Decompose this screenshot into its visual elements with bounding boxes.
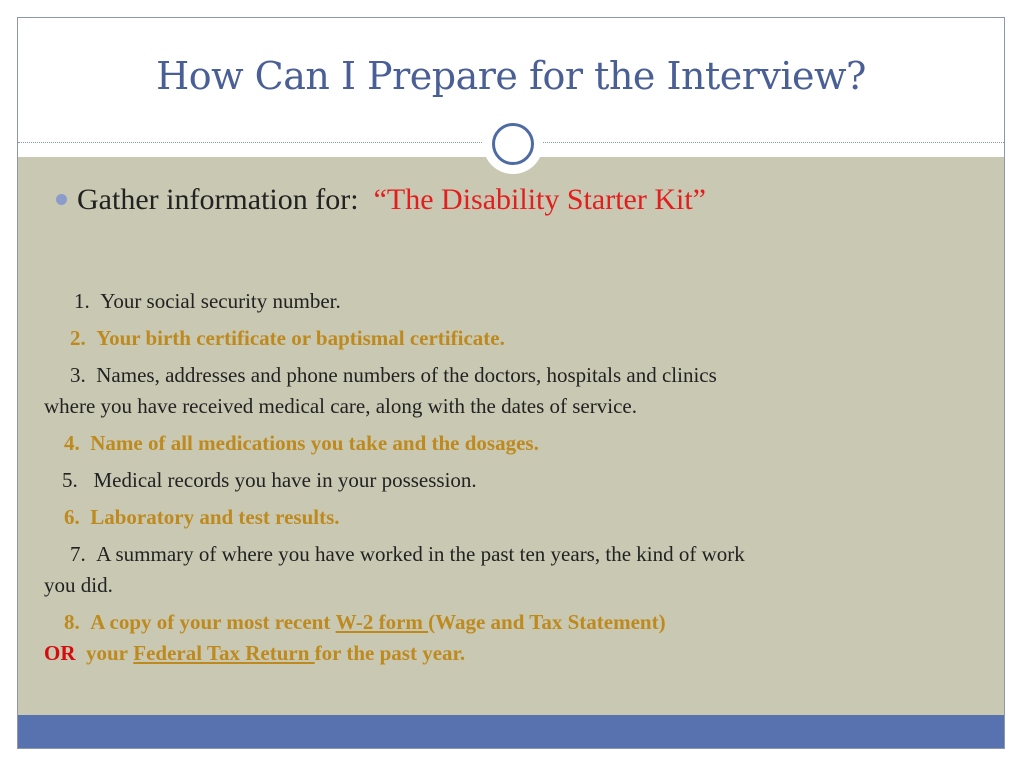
bullet-dot-icon bbox=[56, 194, 67, 205]
item-text-line-1: A summary of where you have worked in the past ten years, the kind of work bbox=[96, 542, 745, 566]
item-text: Your social security number. bbox=[100, 289, 341, 313]
divider-circle-icon bbox=[492, 123, 534, 165]
item-number: 4. bbox=[64, 431, 80, 455]
info-list bbox=[44, 286, 974, 669]
bullet-highlight: “The Disability Starter Kit” bbox=[373, 183, 706, 216]
item-number: 2. bbox=[70, 326, 86, 350]
list-item-8 bbox=[44, 607, 974, 669]
item-number: 6. bbox=[64, 505, 80, 529]
list-item-2 bbox=[44, 323, 974, 354]
item-text: Medical records you have in your possession. bbox=[93, 468, 477, 492]
item-text-part-3: your bbox=[86, 641, 128, 665]
item-number: 7. bbox=[70, 542, 86, 566]
list-item-7 bbox=[44, 539, 974, 601]
slide bbox=[17, 17, 1005, 749]
main-bullet bbox=[56, 183, 706, 217]
item-number: 3. bbox=[70, 363, 86, 387]
federal-tax-return-link[interactable]: Federal Tax Return bbox=[133, 641, 315, 665]
list-item-4 bbox=[44, 428, 974, 459]
item-number: 5. bbox=[62, 468, 78, 492]
item-text-line-2: where you have received medical care, along with the dates of service. bbox=[44, 394, 637, 418]
bullet-intro: Gather information for: bbox=[77, 183, 359, 216]
item-text-line-1: Names, addresses and phone numbers of the doctors, hospitals and clinics bbox=[96, 363, 717, 387]
item-number: 8. bbox=[64, 610, 80, 634]
item-text: Your birth certificate or baptismal certificate. bbox=[96, 326, 505, 350]
list-item-6 bbox=[44, 502, 974, 533]
item-text: Name of all medications you take and the dosages. bbox=[90, 431, 539, 455]
item-text-part-2: (Wage and Tax Statement) bbox=[428, 610, 666, 634]
or-label: OR bbox=[44, 641, 76, 665]
list-item-5 bbox=[44, 465, 974, 496]
slide-title: How Can I Prepare for the Interview? bbox=[156, 54, 866, 98]
footer-bar bbox=[18, 715, 1004, 748]
list-item-3 bbox=[44, 360, 974, 422]
w2-form-link[interactable]: W-2 form bbox=[335, 610, 429, 634]
item-text-line-2: you did. bbox=[44, 573, 113, 597]
list-item-1 bbox=[44, 286, 974, 317]
item-text-part-4: for the past year. bbox=[314, 641, 466, 665]
item-number: 1. bbox=[74, 289, 90, 313]
item-text: Laboratory and test results. bbox=[90, 505, 340, 529]
item-text-part-1: A copy of your most recent bbox=[90, 610, 331, 634]
